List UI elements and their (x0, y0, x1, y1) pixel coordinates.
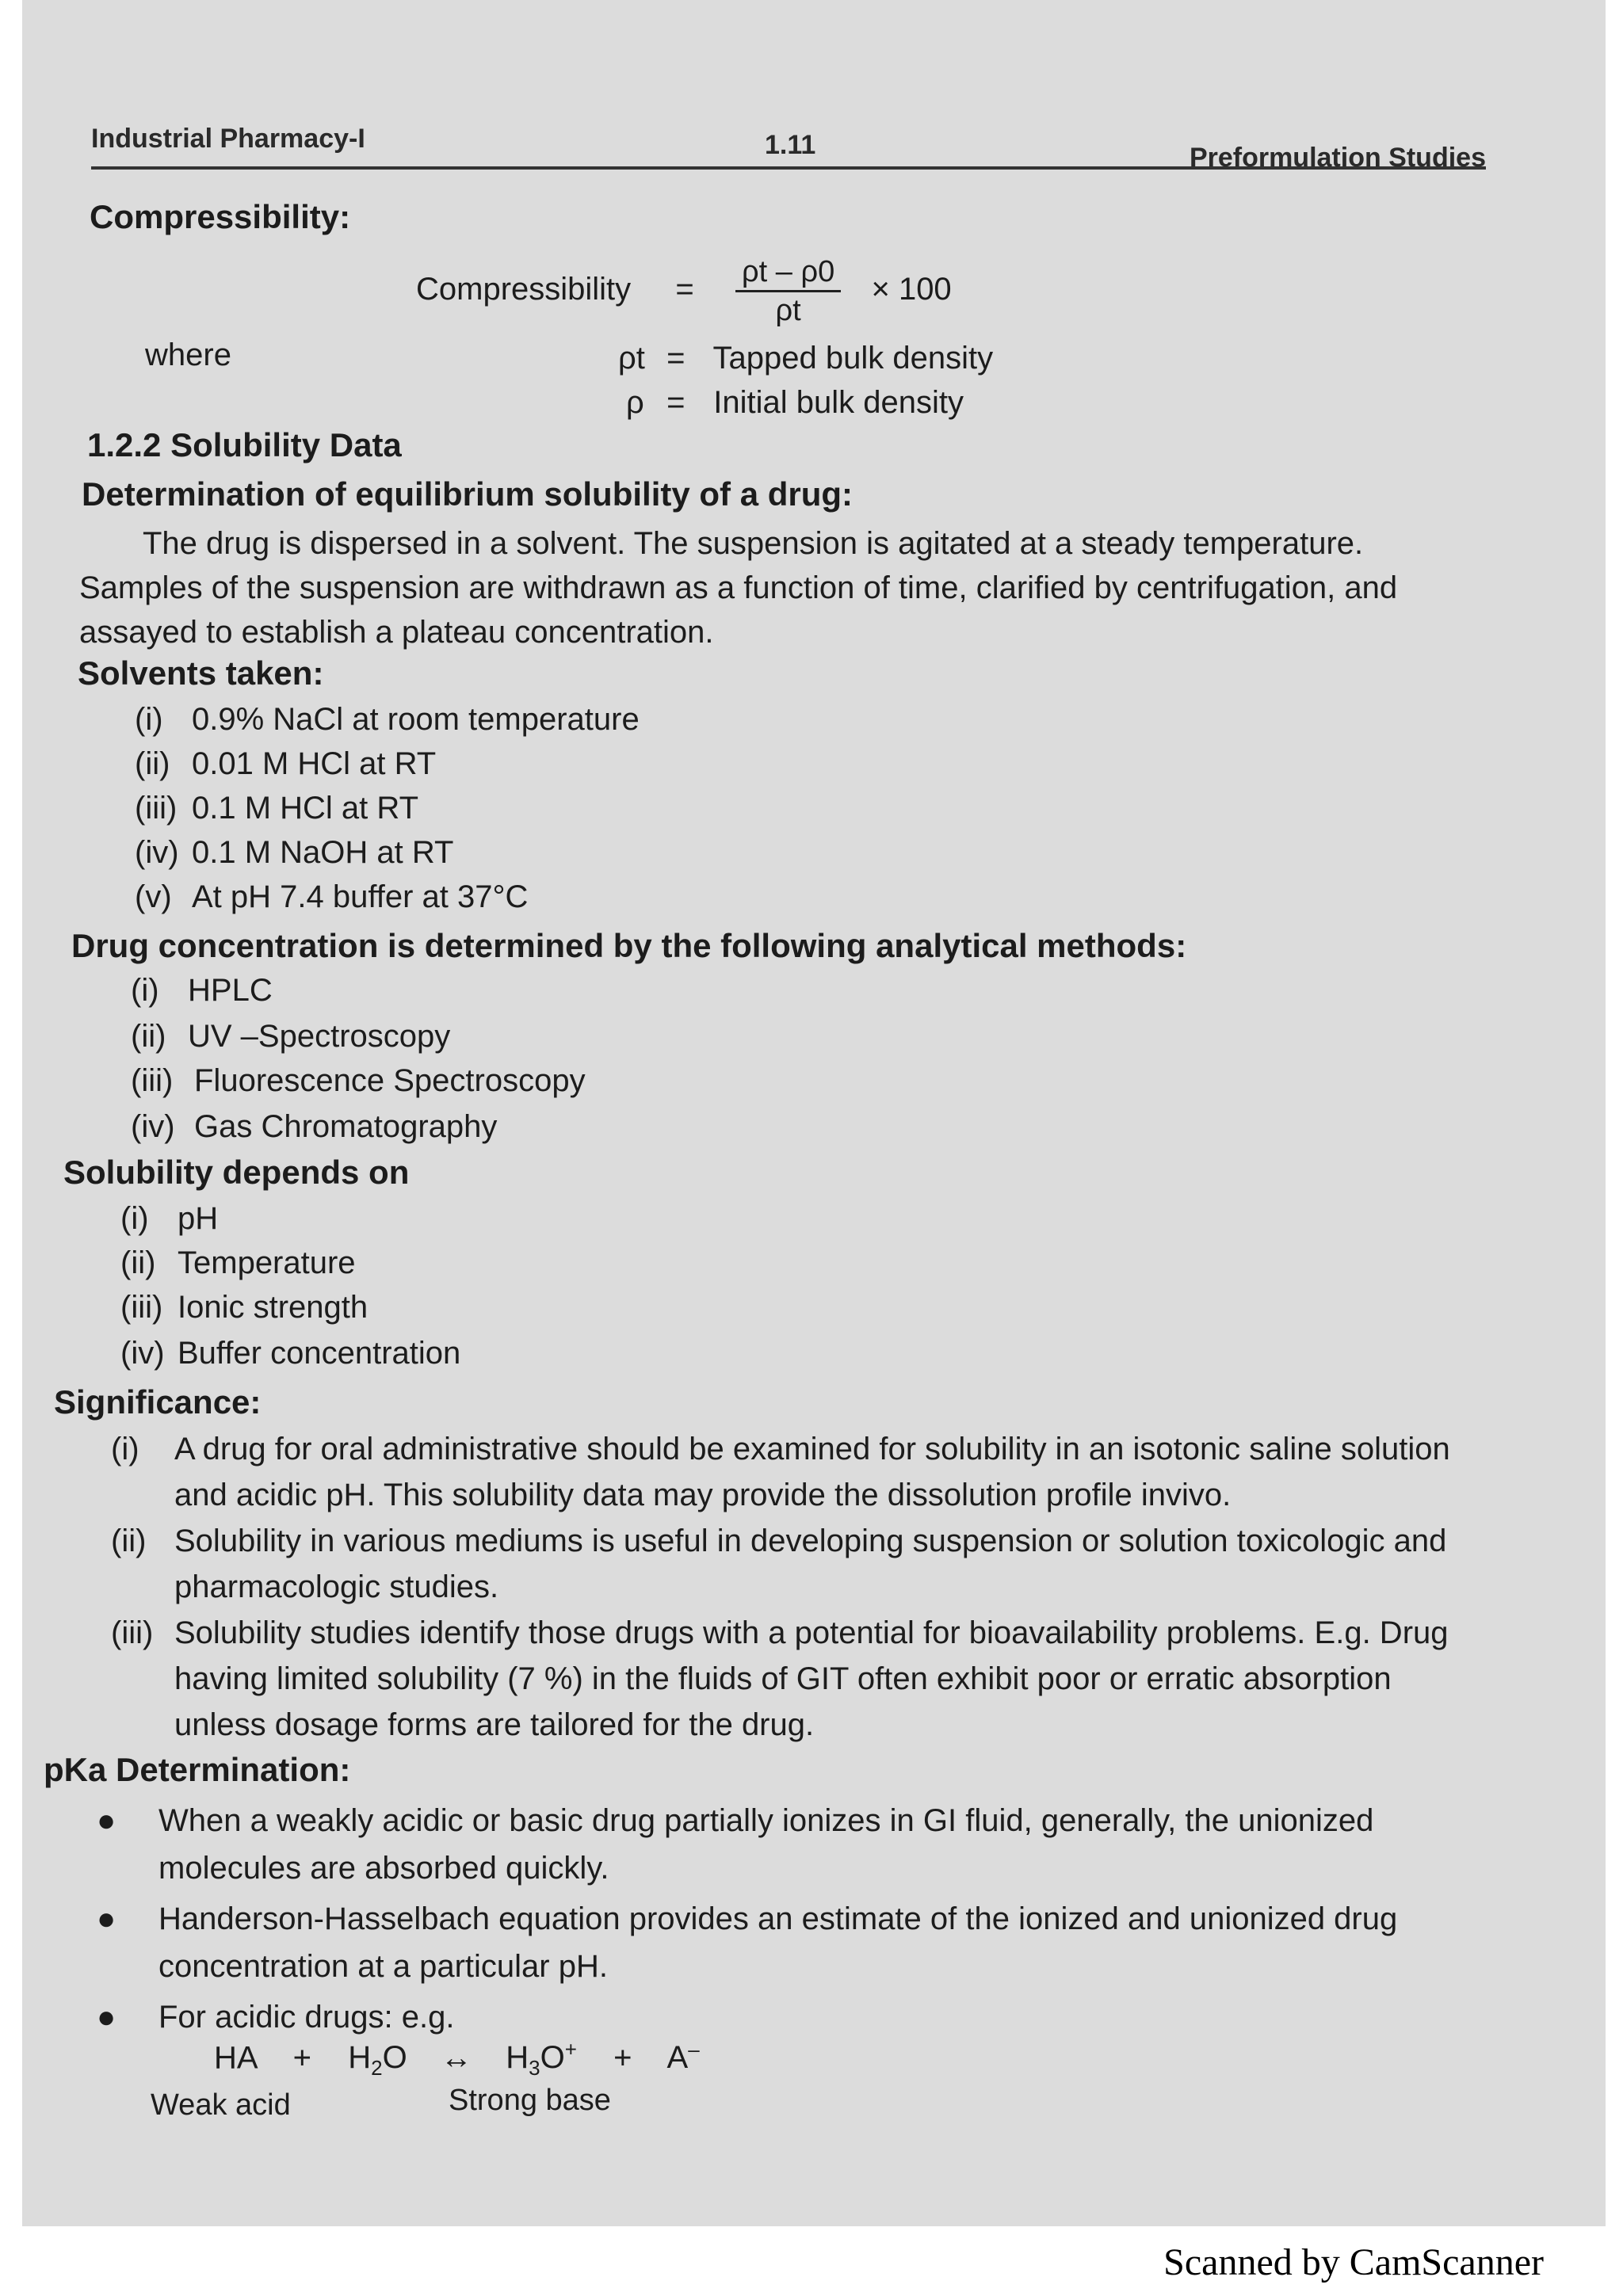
running-header (91, 119, 1486, 173)
significance-heading: Significance: (54, 1383, 262, 1421)
definition-symbol: ρ (626, 385, 644, 420)
list-item: (iv) Buffer concentration (120, 1336, 461, 1371)
definition-equals: = (666, 385, 685, 420)
methods-heading: Drug concentration is determined by the following analytical methods: (71, 927, 1187, 964)
formula-denominator: ρt (775, 294, 801, 327)
depends-heading: Solubility depends on (63, 1154, 410, 1191)
definition-row (626, 385, 964, 421)
list-item: (iii) 0.1 M HCl at RT (135, 791, 418, 826)
definition-text: Tapped bulk density (712, 341, 994, 376)
bullet-item: ● For acidic drugs: e.g. (95, 1993, 1474, 2041)
list-item: (i) HPLC (131, 973, 273, 1008)
bullet-icon: ● (97, 2000, 116, 2035)
equation-h3o: $H_3O^+$ (506, 2038, 577, 2081)
list-item: (iv) 0.1 M NaOH at RT (135, 835, 454, 870)
weak-acid-label: Weak acid (151, 2088, 291, 2122)
compressibility-formula (416, 254, 952, 329)
header-book-title: Industrial Pharmacy-I (91, 124, 365, 154)
bullet-item: ● Handerson-Hasselbach equation provides an estimate of the ionized and unionized drug concentration at a particular pH. (95, 1895, 1474, 1990)
pka-heading: pKa Determination: (44, 1751, 351, 1788)
bullet-icon: ● (97, 1803, 116, 1838)
significance-list (111, 1426, 1474, 1748)
bullet-item: ● When a weakly acidic or basic drug partially ionizes in GI fluid, generally, the unionized molecules are absorbed quickly. (95, 1797, 1474, 1892)
list-item: (v) At pH 7.4 buffer at 37°C (135, 879, 529, 914)
subsection-heading: Determination of equilibrium solubility of a drug: (82, 475, 854, 513)
formula-label: Compressibility (416, 272, 632, 307)
list-item: (iii) Ionic strength (120, 1290, 369, 1325)
definition-symbol: ρt (618, 341, 645, 376)
where-label: where (145, 338, 231, 372)
formula-equals: = (675, 272, 694, 307)
formula-fraction (735, 254, 841, 329)
bullet-icon: ● (97, 1901, 116, 1936)
definition-text: Initial bulk density (713, 385, 964, 420)
definition-row (618, 341, 993, 376)
list-item: (ii) Solubility in various mediums is useful in developing suspension or solution toxicologic and pharmacologic studies. (111, 1524, 1447, 1604)
strong-base-label: Strong base (449, 2084, 611, 2117)
formula-multiplier: × 100 (871, 272, 952, 307)
list-item: (iv) Gas Chromatography (131, 1109, 498, 1144)
formula-numerator: ρt – ρ0 (735, 254, 841, 292)
compressibility-heading: Compressibility: (90, 198, 351, 235)
header-page-number: 1.11 (765, 130, 816, 160)
definition-equals: = (666, 341, 685, 376)
scan-footer: Scanned by CamScanner (1163, 2241, 1544, 2283)
list-item: (i) A drug for oral administrative should be examined for solubility in an isotonic saline solution and acidic pH. This solubility data may provide the dissolution profile invivo. (111, 1432, 1450, 1512)
equation-anion: A– (666, 2038, 700, 2076)
list-item: (ii) Temperature (120, 1245, 356, 1280)
equilibrium-arrow-icon: ↔ (440, 2040, 472, 2076)
list-item: (i) pH (120, 1201, 219, 1236)
section-heading: 1.2.2 Solubility Data (87, 426, 402, 463)
acid-equation: HA + $H_2O$ ↔ $H_3O^+ + A^-$ (214, 2038, 700, 2081)
equation-h2o: $H_2O$ (348, 2040, 407, 2081)
solvents-heading: Solvents taken: (78, 654, 324, 692)
header-chapter-title: Preformulation Studies (1189, 143, 1486, 173)
list-item: (ii) 0.01 M HCl at RT (135, 746, 437, 781)
list-item: (iii) Solubility studies identify those drugs with a potential for bioavailability problems. E.g. Drug having limited solubility (7 %) in the fluids of GIT often exhibit poor or erratic absorption unless dosage forms are tailored for the drug. (111, 1615, 1449, 1742)
list-item: (ii) UV –Spectroscopy (131, 1019, 451, 1054)
list-item: (i) 0.9% NaCl at room temperature (135, 702, 640, 737)
list-item: (iii) Fluorescence Spectroscopy (131, 1063, 586, 1098)
pka-bullets (95, 1797, 1474, 2044)
solubility-paragraph: The drug is dispersed in a solvent. The suspension is agitated at a steady temperature. Samples of the suspension are withdrawn as a function of time, clarified by centrifugation, and assayed to establish a plateau concentration. (79, 526, 1398, 650)
